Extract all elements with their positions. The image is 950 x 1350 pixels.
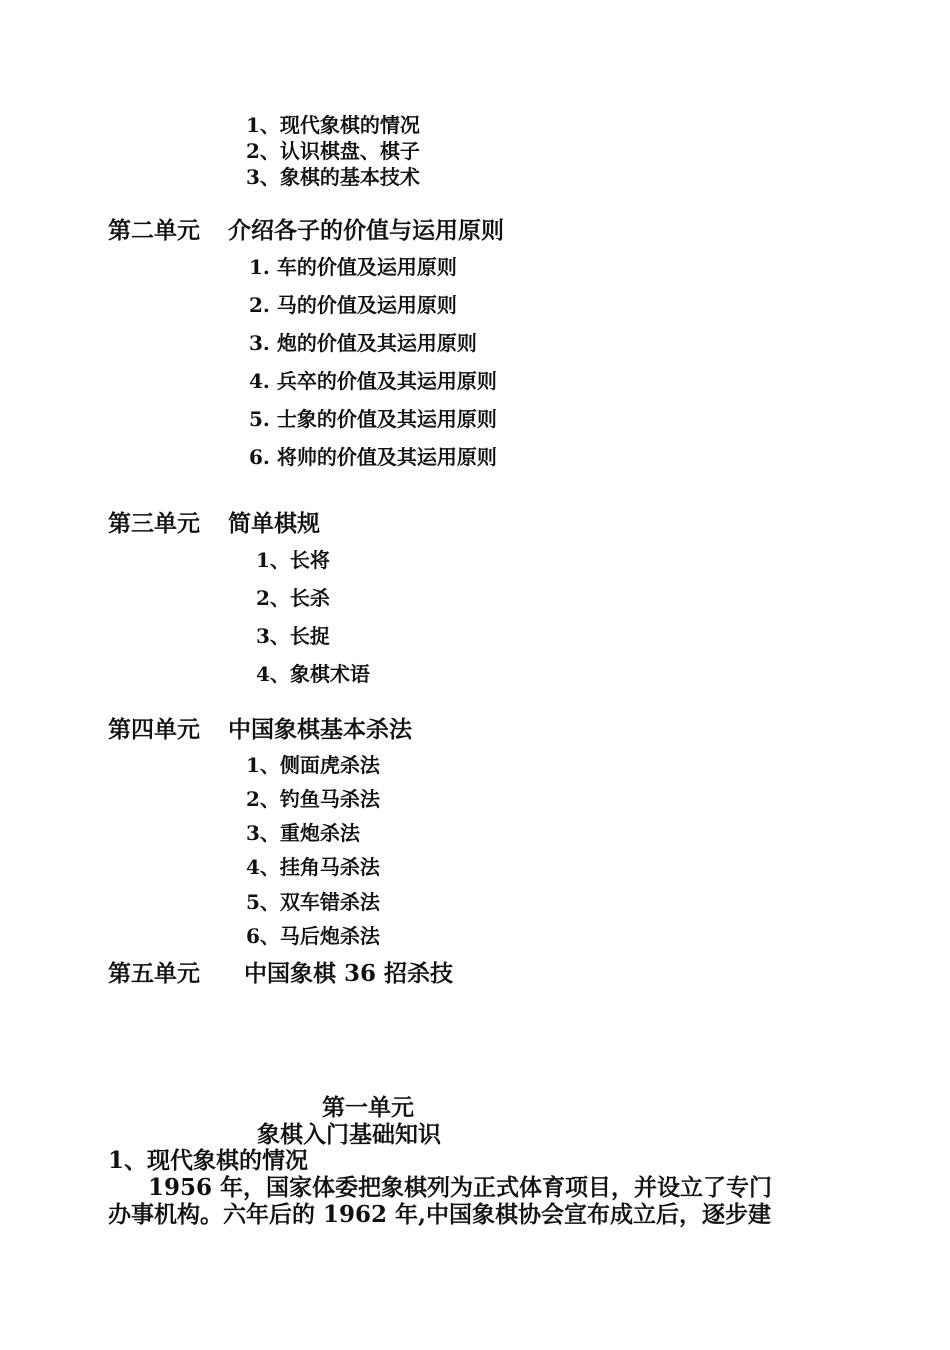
toc-unit1-item: 1、现代象棋的情况 (246, 113, 420, 137)
section-heading: 1、现代象棋的情况 (108, 1147, 309, 1174)
toc-unit4-item: 6、马后炮杀法 (246, 924, 380, 948)
toc-unit4-item: 4、挂角马杀法 (246, 855, 380, 879)
toc-unit2-item: 1. 车的价值及运用原则 (249, 255, 457, 279)
toc-unit2-item: 6. 将帅的价值及其运用原则 (249, 445, 497, 469)
toc-unit3-item: 3、长捉 (256, 624, 330, 648)
unit-title: 介绍各子的价值与运用原则 (228, 217, 504, 244)
unit-label: 第五单元 (108, 960, 200, 987)
toc-unit2-item: 2. 马的价值及运用原则 (249, 293, 457, 317)
toc-unit3-heading (108, 505, 320, 538)
unit-label: 第四单元 (108, 716, 200, 743)
toc-unit3-item: 2、长杀 (256, 586, 330, 610)
toc-unit2-item: 5. 士象的价值及其运用原则 (249, 407, 497, 431)
toc-unit4-item: 5、双车错杀法 (246, 890, 380, 914)
toc-unit4-item: 1、侧面虎杀法 (246, 753, 380, 777)
chapter-unit-heading: 第一单元 (322, 1094, 414, 1121)
toc-unit3-item: 4、象棋术语 (256, 662, 370, 686)
paragraph-line: 1956 年，国家体委把象棋列为正式体育项目，并设立了专门 (148, 1174, 773, 1201)
toc-unit5-heading (108, 955, 453, 988)
unit-label: 第二单元 (108, 217, 200, 244)
chapter-subtitle: 象棋入门基础知识 (257, 1121, 441, 1148)
unit-label: 第三单元 (108, 510, 200, 537)
toc-unit4-item: 2、钓鱼马杀法 (246, 787, 380, 811)
toc-unit2-item: 3. 炮的价值及其运用原则 (249, 331, 477, 355)
unit-title: 简单棋规 (228, 510, 320, 537)
unit-title: 中国象棋基本杀法 (228, 716, 412, 743)
paragraph-line: 办事机构。六年后的 1962 年,中国象棋协会宣布成立后，逐步建 (108, 1201, 772, 1228)
unit-title: 中国象棋 36 招杀技 (244, 960, 454, 987)
toc-unit2-heading (108, 212, 504, 245)
toc-unit3-item: 1、长将 (256, 548, 330, 572)
toc-unit4-item: 3、重炮杀法 (246, 821, 360, 845)
toc-unit4-heading (108, 711, 412, 744)
toc-unit2-item: 4. 兵卒的价值及其运用原则 (249, 369, 497, 393)
toc-unit1-item: 2、认识棋盘、棋子 (246, 139, 420, 163)
toc-unit1-item: 3、象棋的基本技术 (246, 165, 420, 189)
